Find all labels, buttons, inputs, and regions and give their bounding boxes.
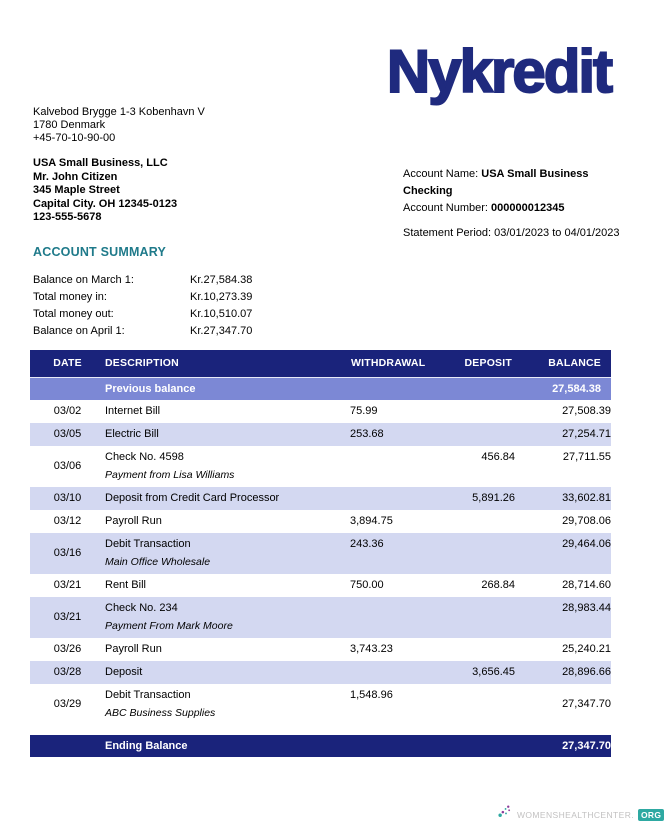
- cell-description: Check No. 4598: [105, 450, 184, 463]
- bank-address-block: [33, 106, 205, 145]
- account-number-label: Account Number:: [403, 202, 488, 214]
- table-row: [30, 487, 611, 510]
- summary-label: Balance on March 1:: [33, 274, 134, 286]
- previous-balance-label: Previous balance: [105, 382, 196, 395]
- header-balance: BALANCE: [548, 357, 601, 370]
- cell-note: Payment from Lisa Williams: [105, 468, 235, 481]
- cell-date: 03/21: [53, 579, 82, 591]
- cell-withdrawal: [350, 597, 455, 638]
- cell-description: Internet Bill: [105, 404, 161, 417]
- cell-withdrawal: 750.00: [350, 578, 384, 591]
- table-row: [30, 510, 611, 533]
- table-header-row: [30, 350, 611, 377]
- cell-deposit: [455, 400, 515, 423]
- summary-label: Total money in:: [33, 291, 107, 303]
- cell-note: ABC Business Supplies: [105, 706, 216, 719]
- transactions-table: [30, 350, 611, 757]
- summary-value: Kr.27,347.70: [190, 325, 253, 337]
- cell-balance: 28,896.66: [562, 665, 611, 678]
- table-row: [30, 446, 611, 487]
- cell-withdrawal: 1,548.96: [350, 688, 393, 701]
- cell-description: Deposit from Credit Card Processor: [105, 491, 280, 504]
- cell-note: Main Office Wholesale: [105, 555, 211, 568]
- table-row: [30, 661, 611, 684]
- ending-balance-value: 27,347.70: [562, 739, 611, 752]
- watermark-footer: [497, 808, 664, 822]
- customer-company: USA Small Business, LLC: [33, 157, 168, 169]
- cell-deposit: [455, 423, 515, 446]
- cell-description: Debit Transaction: [105, 688, 191, 701]
- cell-date: 03/16: [53, 547, 82, 559]
- summary-label: Balance on April 1:: [33, 325, 125, 337]
- cell-deposit: [455, 684, 515, 725]
- header-deposit: DEPOSIT: [464, 357, 512, 370]
- cell-balance: 27,508.39: [562, 404, 611, 417]
- customer-city: Capital City. OH 12345-0123: [33, 197, 178, 210]
- cell-balance: 28,714.60: [562, 578, 611, 591]
- cell-withdrawal: 3,743.23: [350, 642, 393, 655]
- header-withdrawal: WITHDRAWAL: [351, 357, 426, 370]
- cell-balance: 33,602.81: [562, 491, 611, 504]
- cell-deposit: [455, 597, 515, 638]
- cell-withdrawal: [350, 446, 455, 487]
- cell-description: Payroll Run: [105, 514, 162, 527]
- summary-value: Kr.27,584.38: [190, 274, 253, 286]
- cell-withdrawal: [350, 487, 455, 510]
- cell-date: 03/26: [53, 643, 82, 655]
- statement-period-line: [403, 225, 641, 242]
- cell-description: Rent Bill: [105, 578, 146, 591]
- summary-value: Kr.10,273.39: [190, 291, 253, 303]
- dots-sparkle-icon: [497, 804, 515, 822]
- cell-balance: 28,983.44: [562, 601, 611, 614]
- header-date: DATE: [53, 357, 82, 370]
- customer-street: 345 Maple Street: [33, 184, 120, 196]
- cell-balance: 27,347.70: [562, 698, 611, 710]
- account-number-line: [403, 200, 641, 217]
- watermark-text: WOMENSHEALTHCENTER.: [517, 810, 635, 820]
- cell-date: 03/10: [53, 492, 82, 504]
- table-row: [30, 638, 611, 661]
- cell-withdrawal: 75.99: [350, 404, 378, 417]
- cell-balance: 29,464.06: [562, 537, 611, 550]
- cell-description: Check No. 234: [105, 601, 178, 614]
- cell-description: Debit Transaction: [105, 537, 191, 550]
- summary-row-balance-april: [33, 323, 363, 340]
- customer-block: [33, 157, 177, 225]
- ending-balance-label: Ending Balance: [105, 739, 188, 752]
- account-summary: [33, 245, 363, 340]
- cell-deposit: [455, 533, 515, 574]
- cell-withdrawal: 253.68: [350, 427, 384, 440]
- cell-description: Electric Bill: [105, 427, 159, 440]
- bank-phone: +45-70-10-90-00: [33, 132, 116, 144]
- watermark-org-badge: ORG: [638, 809, 664, 821]
- table-row: [30, 574, 611, 597]
- bank-address-line-2: 1780 Denmark: [33, 119, 106, 131]
- table-row: [30, 423, 611, 446]
- statement-period-label: Statement Period:: [403, 227, 492, 239]
- cell-balance: 27,711.55: [562, 450, 611, 463]
- customer-phone: 123-555-5678: [33, 211, 102, 223]
- table-row: [30, 533, 611, 574]
- account-summary-title: ACCOUNT SUMMARY: [33, 245, 167, 259]
- cell-deposit: [455, 510, 515, 533]
- summary-label: Total money out:: [33, 308, 114, 320]
- cell-deposit: 5,891.26: [472, 491, 515, 504]
- table-spacer: [30, 725, 611, 735]
- table-row: [30, 400, 611, 423]
- previous-balance-row: [30, 377, 611, 400]
- account-name-value: USA Small Business Checking: [403, 168, 589, 197]
- cell-date: 03/06: [53, 460, 82, 472]
- cell-balance: 27,254.71: [562, 427, 611, 440]
- statement-period-value: 03/01/2023 to 04/01/2023: [494, 227, 620, 239]
- account-info-block: [403, 166, 641, 242]
- account-name-label: Account Name:: [403, 168, 479, 180]
- bank-address-line-1: Kalvebod Brygge 1-3 Kobenhavn V: [33, 106, 205, 118]
- table-row: [30, 684, 611, 725]
- summary-row-money-in: [33, 289, 363, 306]
- header-description: DESCRIPTION: [105, 357, 179, 370]
- cell-balance: 25,240.21: [562, 642, 611, 655]
- cell-deposit: 3,656.45: [472, 665, 515, 678]
- cell-date: 03/05: [53, 428, 82, 440]
- cell-date: 03/21: [53, 611, 82, 623]
- cell-date: 03/28: [53, 666, 82, 678]
- cell-deposit: 456.84: [481, 450, 515, 463]
- cell-date: 03/02: [53, 405, 82, 417]
- cell-deposit: 268.84: [481, 578, 515, 591]
- ending-balance-row: [30, 735, 611, 757]
- cell-description: Payroll Run: [105, 642, 162, 655]
- account-name-line: [403, 166, 641, 200]
- summary-value: Kr.10,510.07: [190, 308, 253, 320]
- cell-description: Deposit: [105, 665, 143, 678]
- summary-row-money-out: [33, 306, 363, 323]
- summary-row-balance-march: [33, 272, 363, 289]
- account-number-value: 000000012345: [491, 202, 565, 214]
- cell-withdrawal: [350, 661, 455, 684]
- cell-note: Payment From Mark Moore: [105, 619, 233, 632]
- cell-withdrawal: 243.36: [350, 537, 384, 550]
- bank-logo: Nykredit: [386, 38, 611, 105]
- table-row: [30, 597, 611, 638]
- cell-date: 03/29: [53, 698, 82, 710]
- cell-deposit: [455, 638, 515, 661]
- previous-balance-value: 27,584.38: [552, 382, 601, 395]
- cell-date: 03/12: [53, 515, 82, 527]
- customer-name: Mr. John Citizen: [33, 170, 118, 183]
- cell-balance: 29,708.06: [562, 514, 611, 527]
- cell-withdrawal: 3,894.75: [350, 514, 393, 527]
